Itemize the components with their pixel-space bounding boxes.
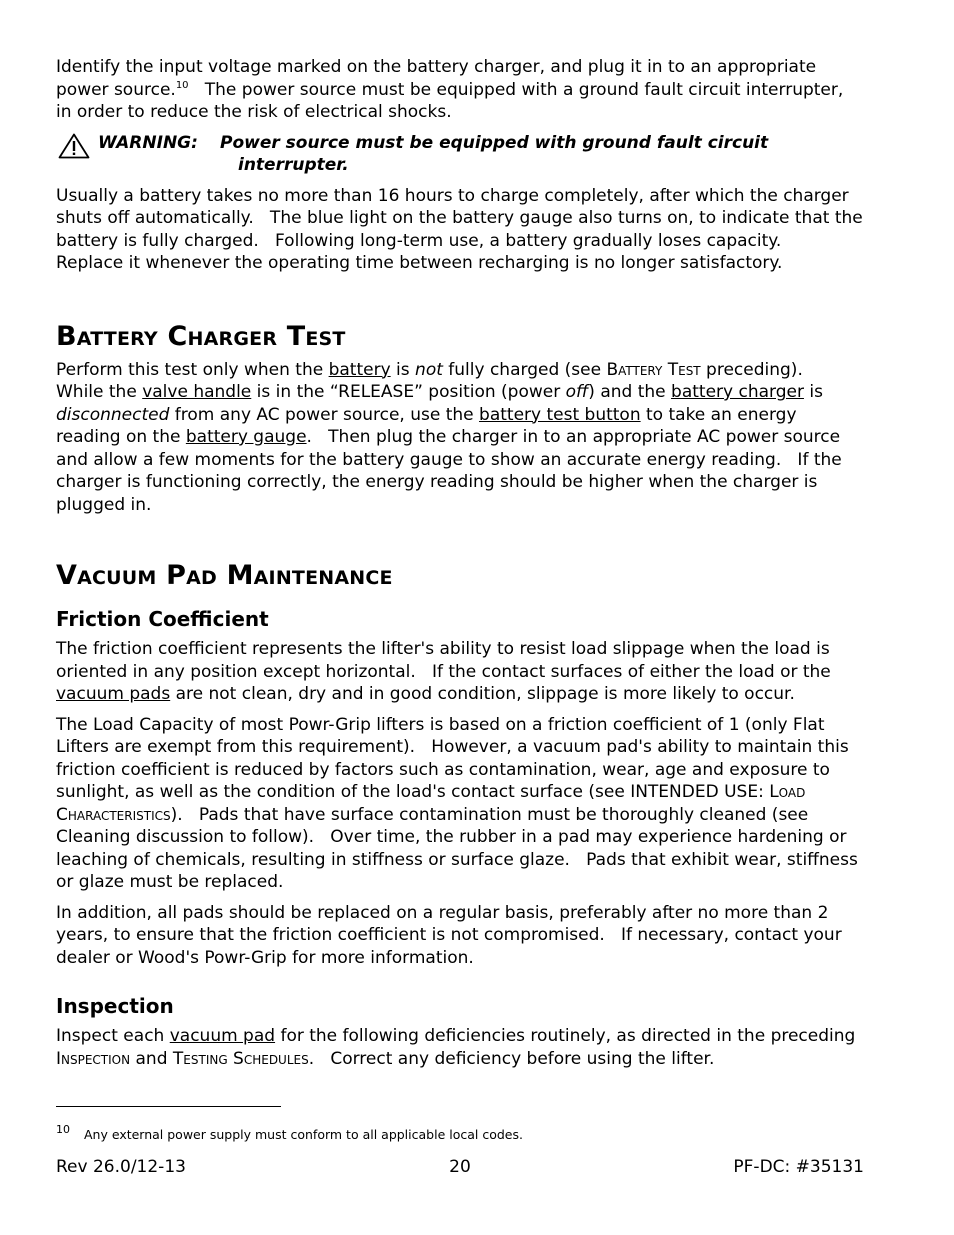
ref-battery-test: Battery Test bbox=[606, 359, 701, 380]
warning-text bbox=[220, 132, 864, 177]
emphasis-disconnected: disconnected bbox=[56, 404, 170, 425]
text: Perform this test only when the bbox=[56, 359, 329, 380]
subheading-inspection: Inspection bbox=[56, 994, 174, 1018]
ref-testing-schedules: Testing Schedules bbox=[172, 1048, 309, 1069]
ref-load-characteristics: Load Characteristics bbox=[56, 782, 811, 825]
text: The friction coefficient represents the lifter's ability to resist load slippage when the load is oriented in any position except horizontal. If the contact surfaces of either the load or the bbox=[56, 639, 837, 682]
emphasis-off: off bbox=[565, 382, 589, 402]
text: . Correct any deficiency before using the lifter. bbox=[308, 1048, 715, 1069]
text: preceding). While the bbox=[56, 359, 820, 402]
subheading-friction-coefficient: Friction Coefficient bbox=[56, 607, 269, 631]
warning-line-1: Power source must be equipped with ground fault circuit bbox=[220, 132, 769, 153]
text: is bbox=[390, 359, 416, 380]
footer-revision: Rev 26.0/12-13 bbox=[56, 1157, 186, 1177]
intro-text-a: Identify the input voltage marked on the battery charger, and plug it in to an appropriate power source. bbox=[56, 57, 817, 100]
text: fully charged (see bbox=[442, 359, 607, 380]
text: Inspect each bbox=[56, 1026, 170, 1046]
inspection-paragraph bbox=[56, 1025, 864, 1070]
intro-paragraph-2: Usually a battery takes no more than 16 hours to charge completely, after which the charger shuts off automatically. The blue light on the battery gauge also turns on, to indicate that the battery is fully charged. Following long-term use, a battery gradually loses capacity. Replace it whenever the operating time between recharging is no longer satisfactory. bbox=[56, 185, 869, 273]
warning-line-2: interrupter. bbox=[238, 155, 349, 175]
friction-paragraph-2 bbox=[56, 714, 864, 894]
text: The Load Capacity of most Powr-Grip lifters is based on a friction coefficient of 1 (only Flat Lifters are exempt from this requirement). However, a vacuum pad's ability to maintain this friction coefficient is reduced by factors such as contamination, wear, age and exposure to sunlight, as well as the condition of the load's contact surface (see INTENDED USE: bbox=[56, 714, 855, 802]
intro-paragraph-1 bbox=[56, 56, 864, 124]
warning-callout bbox=[56, 132, 864, 177]
warning-triangle-icon bbox=[58, 133, 90, 159]
friction-paragraph-3: In addition, all pads should be replaced on a regular basis, preferably after no more than 2 years, to ensure that the friction coefficient is not compromised. If necessary, contact your dealer or Wood's Powr-Grip for more information. bbox=[56, 902, 848, 968]
text: ). Pads that have surface contamination must be thoroughly cleaned (see Cleaning discussion to follow). Over time, the rubber in a pad may experience hardening or leaching of chemicals, resulting in stiffness or surface glaze. Pads that exhibit wear, stiffness or glaze must be replaced. bbox=[56, 804, 864, 892]
footer-page-number: 20 bbox=[449, 1157, 471, 1177]
link-battery-gauge[interactable]: battery gauge bbox=[185, 427, 307, 447]
emphasis-not: not bbox=[415, 359, 443, 380]
link-valve-handle[interactable]: valve handle bbox=[142, 382, 252, 402]
footnote-number: 10 bbox=[56, 1123, 70, 1136]
text: ) and the bbox=[588, 382, 672, 402]
text: is bbox=[803, 382, 829, 402]
text: . Then plug the charger in to an appropriate AC power source and allow a few moments for the battery gauge to show an accurate energy reading. If the charger is functioning correctly, the energy reading should be higher when the charger is plugged in. bbox=[56, 427, 848, 515]
footnote-text: Any external power supply must conform to all applicable local codes. bbox=[84, 1127, 523, 1142]
text: is in the “RELEASE” position (power bbox=[251, 382, 566, 402]
ref-inspection: Inspection bbox=[56, 1048, 131, 1069]
text: from any AC power source, use the bbox=[169, 404, 480, 425]
text: for the following deficiencies routinely, as directed in the preceding bbox=[275, 1026, 861, 1046]
friction-paragraph-1 bbox=[56, 638, 864, 706]
footnote bbox=[56, 1122, 523, 1143]
intro-text-b: The power source must be equipped with a ground fault circuit interrupter, in order to reduce the risk of electrical shocks. bbox=[56, 79, 849, 122]
text: and bbox=[130, 1048, 173, 1069]
footnote-divider bbox=[56, 1106, 281, 1107]
footer-document-id: PF-DC: #35131 bbox=[733, 1157, 864, 1177]
warning-label: WARNING: bbox=[98, 132, 198, 153]
footnote-reference[interactable]: 10 bbox=[175, 79, 189, 91]
page-footer bbox=[56, 1156, 864, 1180]
text: are not clean, dry and in good condition, slippage is more likely to occur. bbox=[170, 684, 795, 704]
text: to take an energy reading on the bbox=[56, 404, 802, 447]
page-body bbox=[56, 56, 869, 1078]
link-vacuum-pads[interactable]: vacuum pads bbox=[56, 684, 171, 704]
charger-test-paragraph bbox=[56, 359, 864, 517]
link-battery-test-button[interactable]: battery test button bbox=[479, 404, 641, 425]
link-battery-charger[interactable]: battery charger bbox=[671, 382, 804, 402]
section-heading-battery-charger-test: Battery Charger Test bbox=[56, 320, 346, 352]
link-battery[interactable]: battery bbox=[328, 359, 391, 380]
section-heading-vacuum-pad-maintenance: Vacuum Pad Maintenance bbox=[56, 560, 393, 591]
link-vacuum-pad[interactable]: vacuum pad bbox=[169, 1026, 276, 1046]
